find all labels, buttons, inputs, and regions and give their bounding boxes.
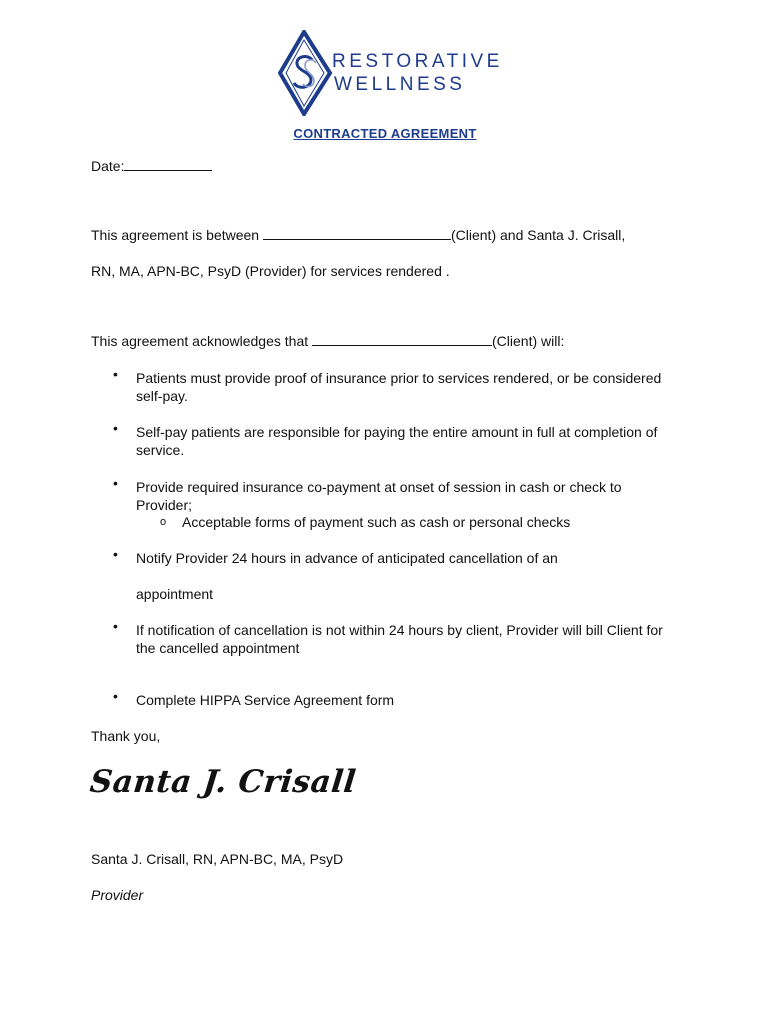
date-line [91, 158, 212, 174]
bullet-item-hippa-form: Complete HIPPA Service Agreement form [136, 692, 395, 708]
bullet-icon: • [113, 688, 118, 704]
signer-name: Santa J. Crisall, RN, APN-BC, MA, PsyD [91, 851, 344, 867]
bullet-icon: • [113, 366, 118, 382]
logo-text-restorative: RESTORATIVE [332, 51, 503, 72]
bullet-item-self-pay: Self-pay patients are responsible for paying the entire amount in full at completion of service. [136, 424, 658, 458]
bullet-icon: • [113, 475, 118, 491]
bullet-item-notify-cancellation: Notify Provider 24 hours in advance of anticipated cancellation of an [136, 550, 558, 566]
acknowledgement-line [91, 333, 564, 349]
signer-role: Provider [91, 887, 144, 903]
restorative-wellness-logo [278, 30, 508, 116]
bullet-icon: • [113, 546, 118, 562]
bullet-icon: • [113, 618, 118, 634]
bullet-item-cancellation-billing: If notification of cancellation is not within 24 hours by client, Provider will bill Client for the cancelled appointment [136, 622, 663, 656]
para2-start: This agreement acknowledges that [91, 333, 313, 349]
client-name-blank-2 [312, 333, 492, 346]
document-title: CONTRACTED AGREEMENT [293, 126, 477, 141]
sub-bullet-icon: o [160, 516, 167, 528]
diamond-emblem-icon [278, 30, 334, 116]
para2-end: (Client) will: [492, 333, 565, 349]
closing-text: Thank you, [91, 728, 161, 744]
bullet-item-insurance-proof: Patients must provide proof of insurance prior to services rendered, or be considered self-pay. [136, 370, 662, 404]
agreement-paragraph-line2: RN, MA, APN-BC, PsyD (Provider) for services rendered . [91, 263, 450, 279]
agreement-paragraph-line1 [91, 227, 625, 243]
sub-bullet-payment-forms: Acceptable forms of payment such as cash or personal checks [182, 514, 571, 530]
bullet-item-copayment: Provide required insurance co-payment at onset of session in cash or check to Provider; [136, 479, 622, 513]
client-name-blank [263, 227, 451, 240]
para1-end: (Client) and Santa J. Crisall, [450, 227, 626, 243]
bullet-item-notify-cancellation-cont: appointment [136, 586, 214, 602]
para1-start: This agreement is between [91, 227, 263, 243]
date-blank [124, 158, 212, 171]
bullet-icon: • [113, 420, 118, 436]
handwritten-signature: Santa J. Crisall [88, 764, 358, 800]
date-label: Date: [91, 158, 125, 174]
logo-text-wellness: WELLNESS [334, 74, 466, 95]
